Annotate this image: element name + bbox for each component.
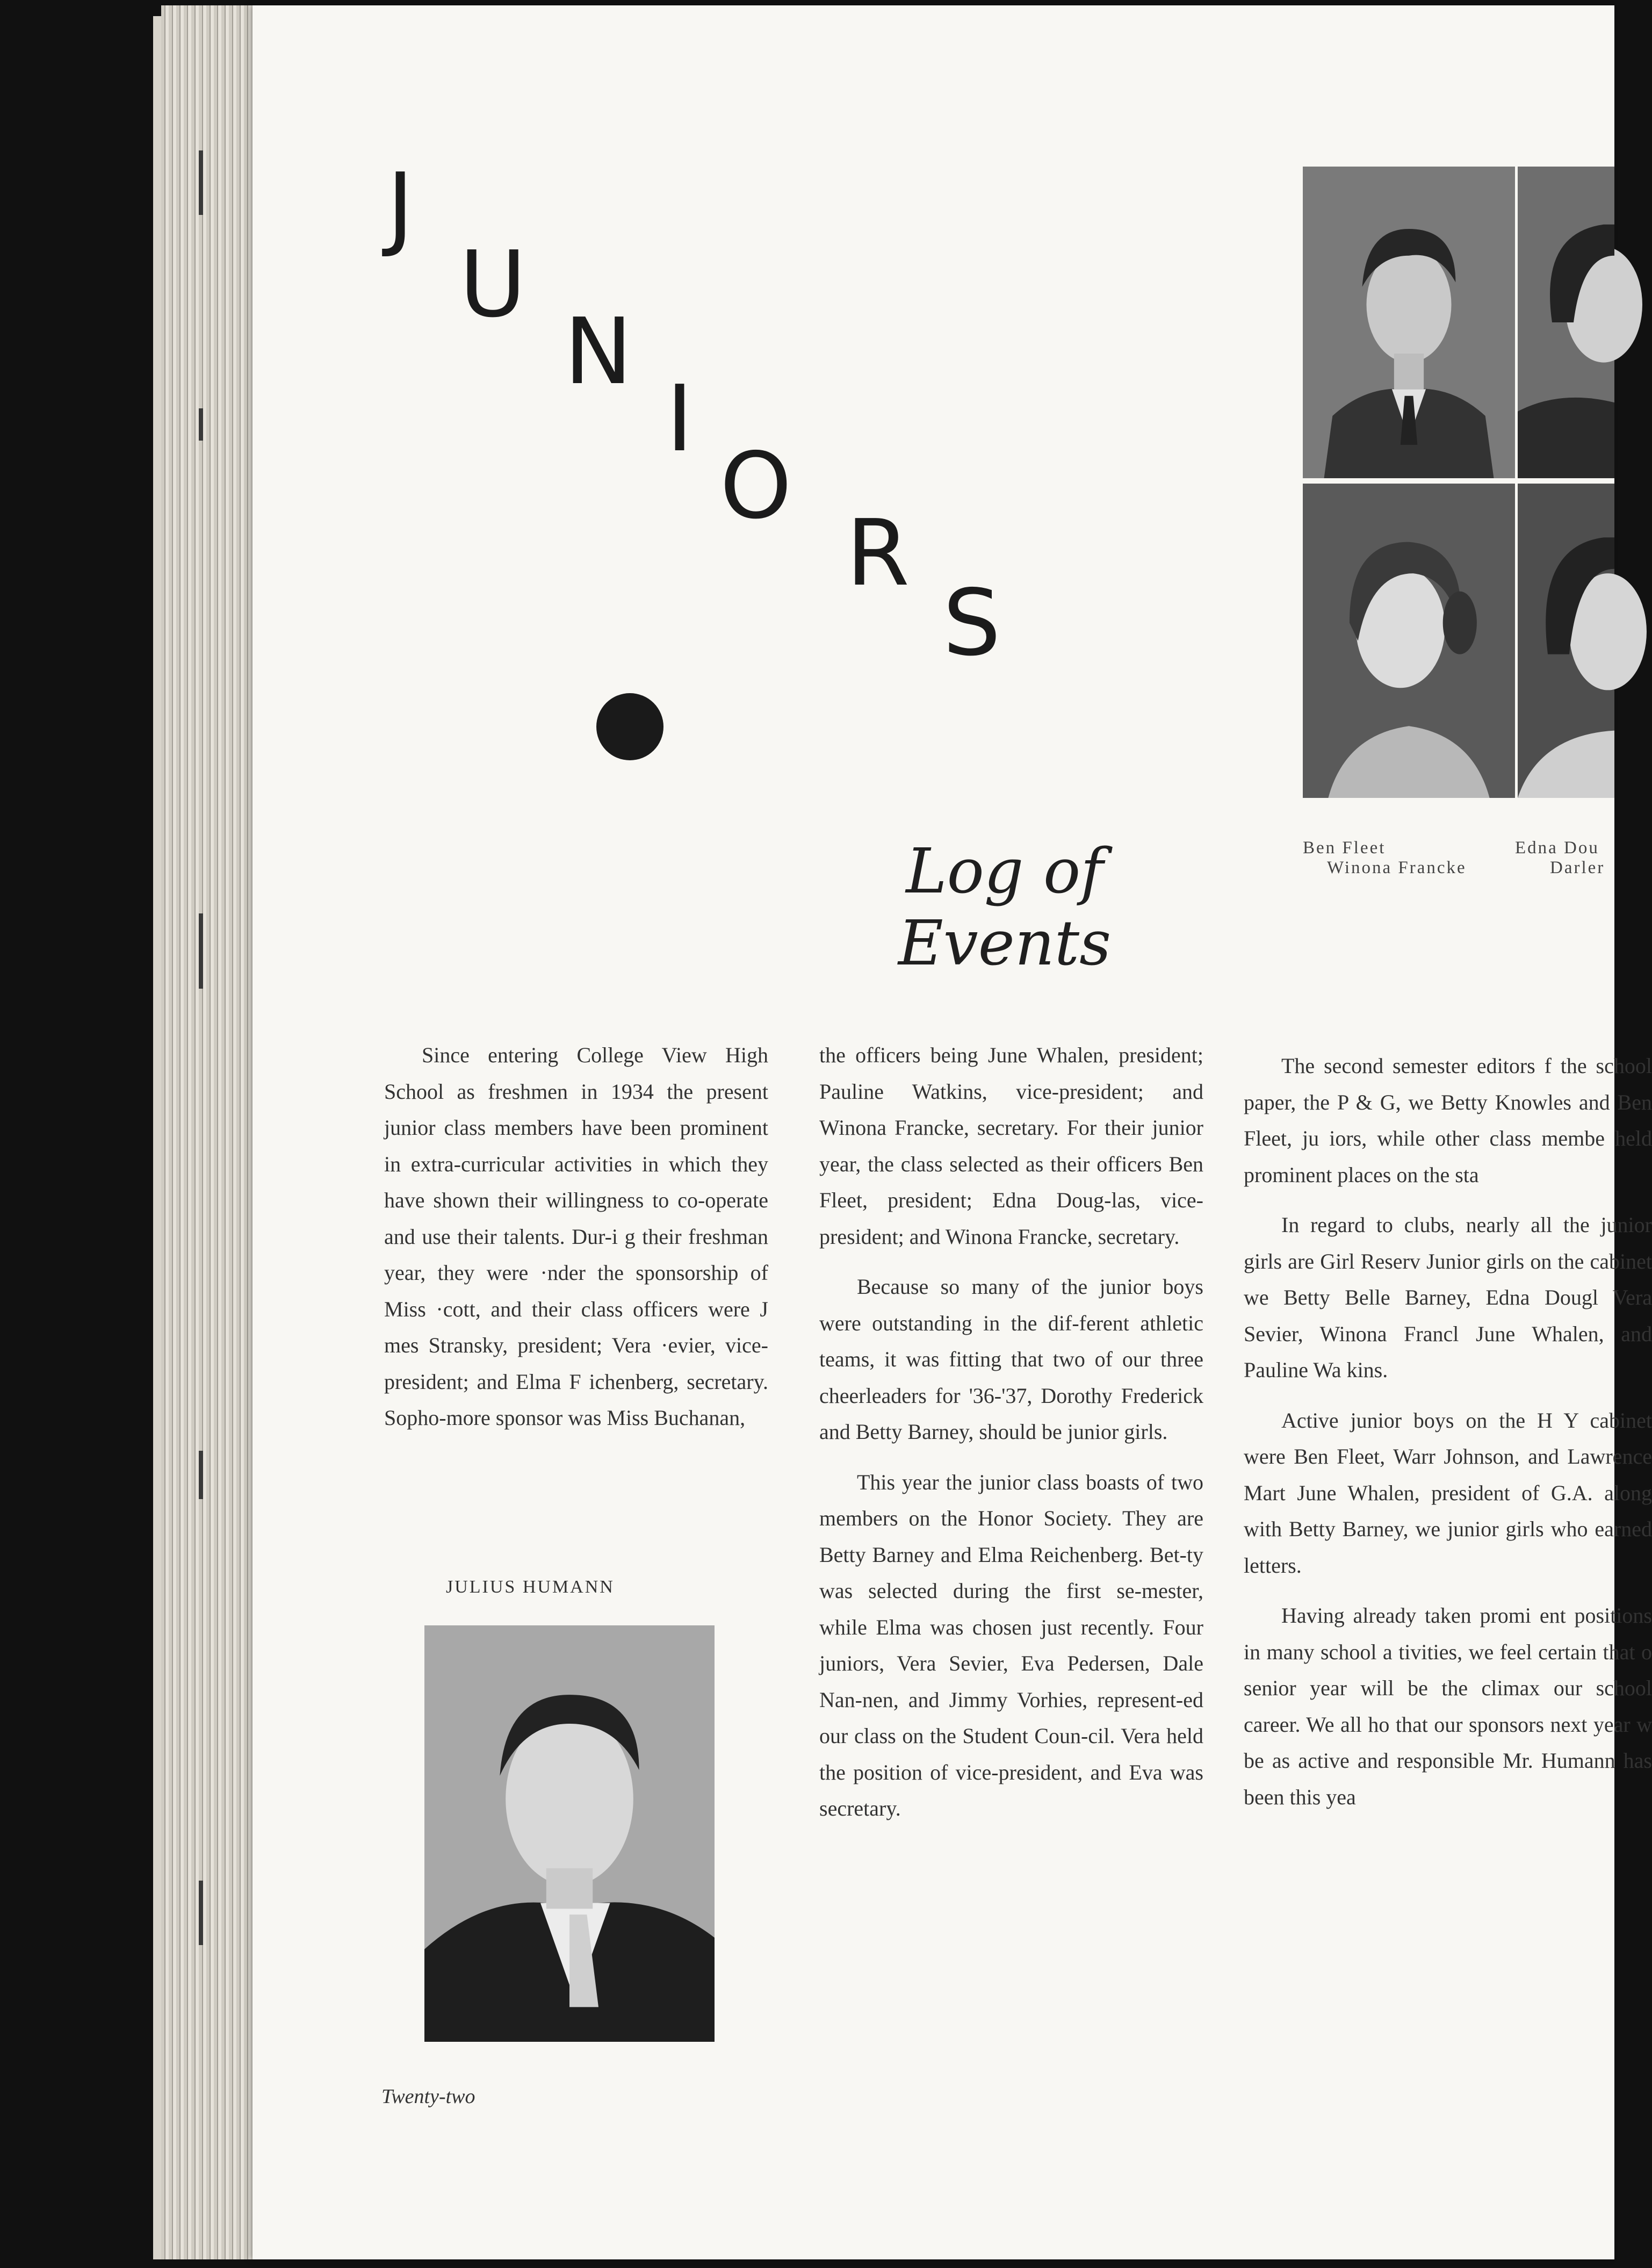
binding-mark	[199, 913, 203, 989]
title-letter: I	[666, 366, 694, 472]
sponsor-portrait	[424, 1625, 715, 2042]
title-letter: J	[387, 154, 414, 260]
text-column	[384, 1037, 768, 1450]
page-stack-edges	[161, 5, 258, 2259]
binding-mark	[199, 1881, 203, 1945]
sponsor-name: JULIUS HUMANN	[446, 1577, 615, 1597]
binding-mark	[199, 408, 203, 441]
text-column	[819, 1037, 1203, 1841]
photo-caption: Edna Dou	[1515, 838, 1599, 858]
portrait-photo	[1518, 484, 1614, 798]
page-number: Twenty-two	[381, 2085, 475, 2108]
body-paragraph: This year the junior class boasts of two members on the Honor Society. They are Betty Barney and Elma Reichenberg. Bet-ty was selected during the first se-mester, while Elma was chosen just recently. Four juniors, Vera Sevier, Eva Pedersen, Dale Nan-nen, and Jimmy Vorhies, represent-ed our class on the Student Coun-cil. Vera held the position of vice-president, and Eva was secretary.	[819, 1470, 1203, 1820]
body-paragraph: The second semester editors f the school paper, the P & G, we Betty Knowles and Ben Fleet, ju iors, while other class membe held prominent places on the sta	[1244, 1054, 1652, 1187]
photo-caption: Winona Francke	[1327, 858, 1467, 877]
binding-mark	[199, 1451, 203, 1499]
title-letter: O	[720, 433, 792, 539]
title-letter: U	[459, 232, 526, 338]
title-letter: S	[943, 570, 1001, 676]
body-paragraph: Because so many of the junior boys were outstanding in the dif-ferent athletic teams, it was fitting that two of our three cheerleaders for '36-'37, Dorothy Frederick and Betty Barney, should be junior girls.	[819, 1275, 1203, 1444]
portrait-photo	[1303, 484, 1515, 798]
body-paragraph: In regard to clubs, nearly all the junior girls are Girl Reserv Junior girls on the cabinet we Betty Belle Barney, Edna Dougl Vera Sevier, Winona Francl June Whalen, and Pauline Wa kins.	[1244, 1213, 1652, 1382]
body-paragraph: Having already taken promi ent positions in many school a tivities, we feel certain that o senior year will be the climax our school career. We all ho that our sponsors next year w be as active and responsible Mr. Humann has been this yea	[1244, 1603, 1652, 1809]
bullet-dot	[596, 693, 663, 760]
title-letter: N	[564, 299, 633, 405]
text-column	[1244, 1048, 1652, 1829]
section-heading: Log of Events	[898, 836, 1112, 980]
body-paragraph: Active junior boys on the H Y cabinet were Ben Fleet, Warr Johnson, and Lawrence Mart June Whalen, president of G.A. along with Betty Barney, we junior girls who earned letters.	[1244, 1408, 1652, 1578]
photo-caption: Ben Fleet	[1303, 838, 1386, 858]
photo-caption: Darler	[1550, 858, 1605, 877]
body-paragraph: Since entering College View High School as freshmen in 1934 the present junior class members have been prominent in extra-curricular activities in which they have shown their willingness to co-operate and use their talents. Dur-i g their freshman year, they were ·nder the sponsorship of Miss ·cott, and their class officers were J mes Stransky, president; Vera ·evier, vice-president; and Elma F ichenberg, secretary. Sopho-more sponsor was Miss Buchanan,	[384, 1043, 768, 1430]
body-paragraph: the officers being June Whalen, president; Pauline Watkins, vice-president; and Winona Francke, secretary. For their junior year, the class selected as their officers Ben Fleet, president; Edna Doug-las, vice-president; and Winona Francke, secretary.	[819, 1043, 1203, 1249]
portrait-photo	[1518, 167, 1614, 478]
portrait-photo	[1303, 167, 1515, 478]
binding-mark	[199, 150, 203, 215]
title-letter: R	[846, 500, 910, 607]
